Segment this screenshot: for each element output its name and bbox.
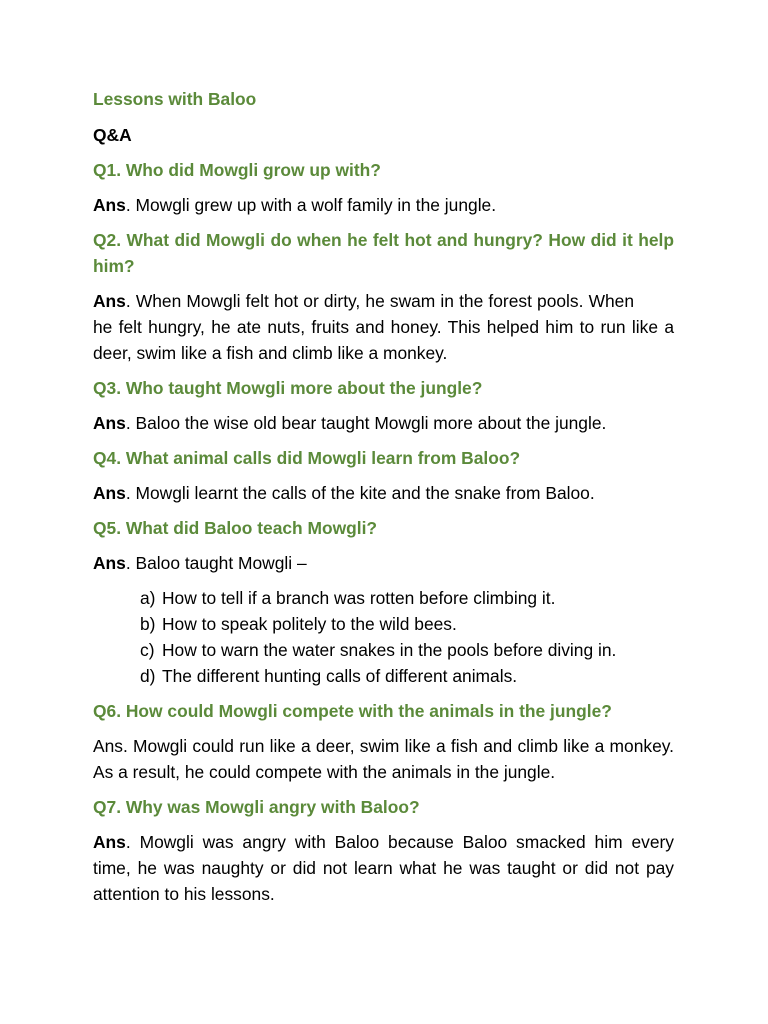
list-marker: b) [140,614,156,634]
list-marker: c) [140,640,155,660]
answer-6: Ans. Mowgli could run like a deer, swim like a fish and climb like a monkey. As a result, he could compete with the animals in the jungle. [93,736,674,782]
answer-text: . Mowgli learnt the calls of the kite and the snake from Baloo. [125,483,595,503]
question-1: Q1. Who did Mowgli grow up with? [93,160,381,180]
list-item [140,663,674,689]
question-4: Q4. What animal calls did Mowgli learn from Baloo? [93,448,521,468]
answer-text: . Mowgli grew up with a wolf family in the jungle. [125,195,497,215]
question-3: Q3. Who taught Mowgli more about the jungle? [93,378,483,398]
question-6: Q6. How could Mowgli compete with the animals in the jungle? [93,701,612,721]
answer-4 [93,480,674,506]
question-5: Q5. What did Baloo teach Mowgli? [93,518,378,538]
list-item [140,611,674,637]
lesson-list [93,585,674,689]
list-item [140,585,674,611]
answer-5 [93,550,674,576]
question-2: Q2. What did Mowgli do when he felt hot and hungry? How did it help him? [93,230,674,276]
document-page [93,86,674,916]
list-item-text: How to speak politely to the wild bees. [162,614,457,634]
answer-2 [93,288,674,366]
answer-3 [93,410,674,436]
list-marker: a) [140,588,156,608]
answer-label: Ans [93,553,126,573]
answer-label: Ans [93,483,126,503]
list-marker: d) [140,666,156,686]
answer-1 [93,192,674,218]
answer-label: Ans [93,291,126,311]
list-item [140,637,674,663]
answer-label: Ans [93,413,126,433]
answer-text: . Baloo the wise old bear taught Mowgli more about the jungle. [125,413,607,433]
answer-text: . When Mowgli felt hot or dirty, he swam in the forest pools. When [125,291,634,311]
document-title: Lessons with Baloo [93,89,257,109]
answer-text-continued: he felt hungry, he ate nuts, fruits and honey. This helped him to run like a deer, swim like a fish and climb like a monkey. [93,317,674,363]
list-item-text: How to tell if a branch was rotten before climbing it. [162,588,556,608]
list-item-text: How to warn the water snakes in the pools before diving in. [162,640,617,660]
question-7: Q7. Why was Mowgli angry with Baloo? [93,797,420,817]
answer-label: Ans [93,832,126,852]
answer-text: . Mowgli was angry with Baloo because Baloo smacked him every time, he was naughty or did not learn what he was taught or did not pay attention to his lessons. [93,832,674,904]
answer-label: Ans [93,195,126,215]
qa-heading: Q&A [93,125,132,145]
answer-7 [93,829,674,907]
list-item-text: The different hunting calls of different animals. [162,666,518,686]
answer-text: . Baloo taught Mowgli – [125,553,307,573]
